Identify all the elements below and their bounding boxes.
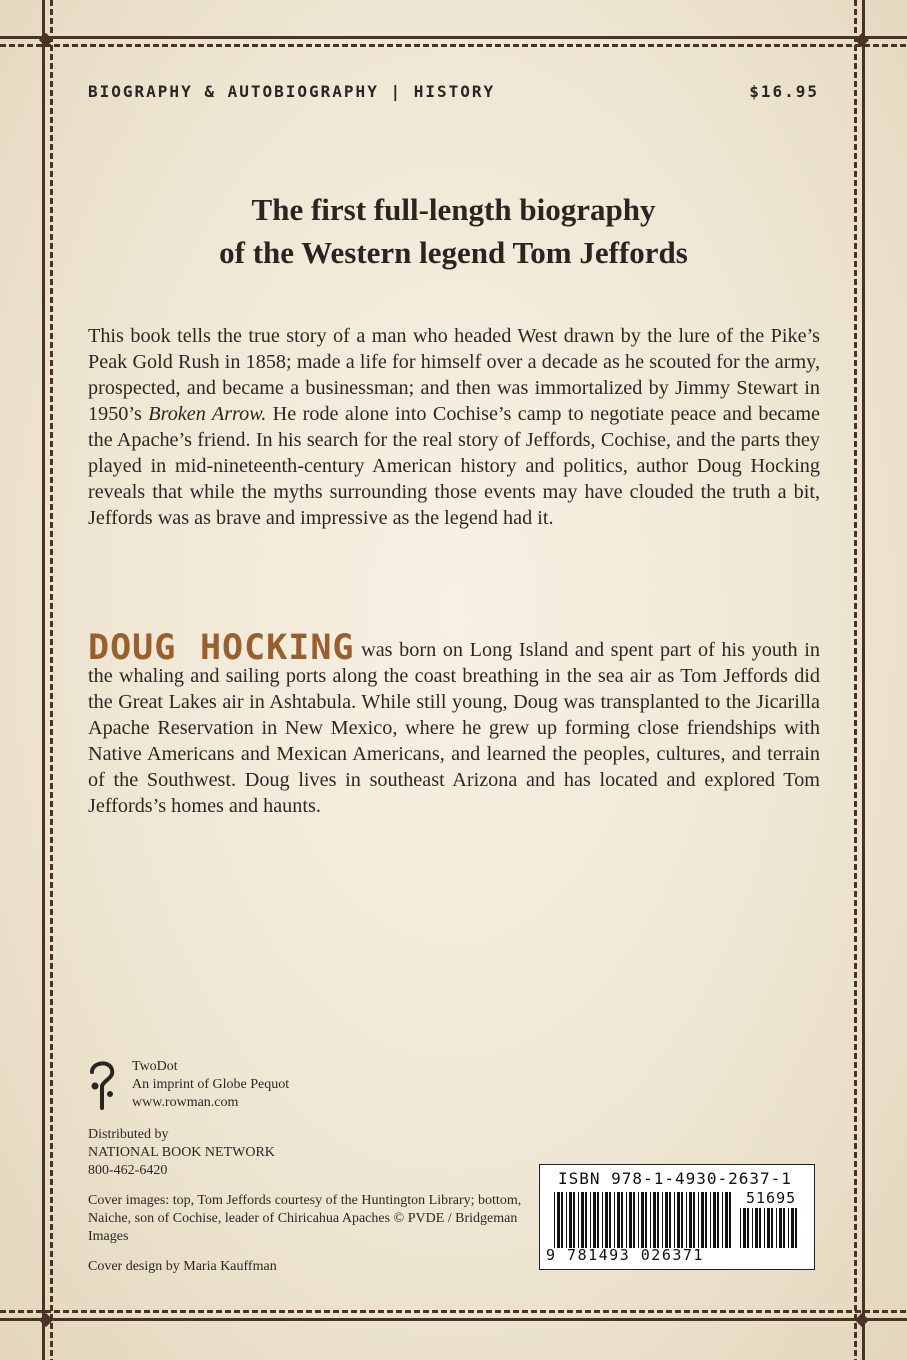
barcode-bar bbox=[764, 1208, 765, 1248]
barcode-bar bbox=[776, 1208, 777, 1248]
distributor-phone: 800-462-6420 bbox=[88, 1163, 168, 1178]
category-label: BIOGRAPHY & AUTOBIOGRAPHY | HISTORY bbox=[88, 82, 496, 101]
barcode-bar bbox=[645, 1192, 647, 1248]
barcode-bar bbox=[638, 1192, 639, 1248]
frame-right-dashes bbox=[854, 0, 857, 1360]
cover-design-credit: Cover design by Maria Kauffman bbox=[88, 1259, 277, 1274]
barcode-bar bbox=[633, 1192, 635, 1248]
barcode-bar bbox=[561, 1192, 563, 1248]
frame-top-dashes bbox=[0, 44, 907, 47]
frame-left-line bbox=[42, 0, 45, 1360]
barcode-bar bbox=[767, 1208, 770, 1248]
barcode-bar bbox=[578, 1192, 579, 1248]
barcode-bar bbox=[705, 1192, 707, 1248]
barcode-bar bbox=[605, 1192, 608, 1248]
frame-top-line bbox=[0, 36, 907, 39]
distributor-name: NATIONAL BOOK NETWORK bbox=[88, 1145, 275, 1160]
ean-digits: 9 781493 026371 bbox=[546, 1246, 704, 1264]
barcode-bar bbox=[795, 1208, 797, 1248]
barcode-bar bbox=[681, 1192, 683, 1248]
barcode-bar bbox=[729, 1192, 731, 1248]
description-part-2: He rode alone into Cochise’s camp to negotiate peace and became the Apache’s friend. In his search for the real story of Jeffords, Cochise, and the parts they played in mid-nineteenth-century American history and politics, author Doug Hocking reveals that while the myths surrounding those events may have clouded the truth a bit, Jeffords was as brave and impressive as the legend had it. bbox=[88, 403, 820, 529]
headline-line-2: of the Western legend Tom Jeffords bbox=[219, 235, 688, 270]
author-bio-text: was born on Long Island and spent part of his youth in the whaling and sailing ports along the coast breathing in the sea air as Tom Jeffords did the Great Lakes air in Ashtabula. While still young, Doug was transplanted to the Jicarilla Apache Reservation in New Mexico, where he grew up forming close friendships with Native Americans and Mexican Americans, and learned the peoples, cultures, and terrain of the Southwest. Doug lives in southeast Arizona and has located and explored Tom Jeffords’s homes and haunts. bbox=[88, 639, 820, 817]
barcode-bar bbox=[554, 1192, 555, 1248]
barcode-bar bbox=[743, 1208, 746, 1248]
barcode-bar bbox=[686, 1192, 687, 1248]
barcode-bar bbox=[725, 1192, 728, 1248]
twodot-logo-icon bbox=[88, 1058, 118, 1112]
barcode-bar bbox=[752, 1208, 753, 1248]
barcode-bar bbox=[593, 1192, 596, 1248]
barcode-bar bbox=[641, 1192, 644, 1248]
frame-left-dashes bbox=[50, 0, 53, 1360]
imprint-parent: An imprint of Globe Pequot bbox=[132, 1077, 290, 1092]
barcode-bar bbox=[621, 1192, 623, 1248]
barcode-bar bbox=[626, 1192, 627, 1248]
barcode-bar bbox=[755, 1208, 758, 1248]
barcode-bar bbox=[674, 1192, 675, 1248]
ean-barcode-bars bbox=[554, 1192, 734, 1248]
cover-image-credits: Cover images: top, Tom Jeffords courtesy of the Huntington Library; bottom, Naiche, son of Cochise, leader of Chiricahua Apaches © PVDE / Bridgeman Images bbox=[88, 1193, 522, 1244]
barcode-bar bbox=[788, 1208, 789, 1248]
distribution-block bbox=[88, 1126, 275, 1180]
distribution-label: Distributed by bbox=[88, 1127, 169, 1142]
barcode-bar bbox=[602, 1192, 603, 1248]
barcode-bar bbox=[617, 1192, 620, 1248]
price-addon-digits: 51695 bbox=[746, 1189, 797, 1207]
barcode-bar bbox=[713, 1192, 716, 1248]
barcode-bar bbox=[653, 1192, 656, 1248]
barcode-bar bbox=[585, 1192, 587, 1248]
barcode-bar bbox=[783, 1208, 785, 1248]
barcode-bar bbox=[662, 1192, 663, 1248]
book-description bbox=[88, 323, 820, 531]
frame-bottom-dashes bbox=[0, 1310, 907, 1313]
headline bbox=[100, 188, 807, 274]
barcode-bar bbox=[557, 1192, 560, 1248]
barcode-bar bbox=[573, 1192, 575, 1248]
barcode-bar bbox=[581, 1192, 584, 1248]
barcode-bar bbox=[771, 1208, 773, 1248]
barcode-bar bbox=[609, 1192, 611, 1248]
publisher-website: www.rowman.com bbox=[132, 1095, 239, 1110]
barcode-bar bbox=[657, 1192, 659, 1248]
frame-corner-bottom-right bbox=[855, 1313, 869, 1327]
film-title: Broken Arrow. bbox=[148, 403, 267, 425]
barcode-bar bbox=[747, 1208, 749, 1248]
barcode-bar bbox=[650, 1192, 651, 1248]
description-part-1: This book tells the true story of a man who headed West drawn by the lure of the Pike’s Peak Gold Rush in 1858; made a life for himself over a decade as he scouted for the army, prospected, and became a businessman; and then was immortalized by Jimmy Stewart in 1950’s bbox=[88, 325, 820, 425]
barcode-bar bbox=[710, 1192, 711, 1248]
addon-barcode-bars bbox=[740, 1208, 800, 1248]
barcode-bar bbox=[629, 1192, 632, 1248]
isbn-barcode bbox=[539, 1164, 815, 1270]
barcode-bar bbox=[566, 1192, 567, 1248]
author-bio bbox=[88, 628, 820, 819]
barcode-bar bbox=[740, 1208, 741, 1248]
price-label: $16.95 bbox=[749, 82, 819, 101]
barcode-bar bbox=[689, 1192, 692, 1248]
barcode-bar bbox=[701, 1192, 704, 1248]
barcode-bar bbox=[693, 1192, 695, 1248]
barcode-bar bbox=[677, 1192, 680, 1248]
headline-line-1: The first full-length biography bbox=[251, 192, 656, 227]
author-name: DOUG HOCKING bbox=[88, 628, 355, 668]
frame-bottom-line bbox=[0, 1318, 907, 1321]
barcode-bar bbox=[759, 1208, 761, 1248]
barcode-bar bbox=[665, 1192, 668, 1248]
barcode-bar bbox=[590, 1192, 591, 1248]
barcode-bar bbox=[717, 1192, 719, 1248]
barcode-bar bbox=[698, 1192, 699, 1248]
barcode-bar bbox=[614, 1192, 615, 1248]
barcode-bar bbox=[597, 1192, 599, 1248]
frame-right-line bbox=[862, 0, 865, 1360]
imprint-name: TwoDot bbox=[132, 1059, 178, 1074]
barcode-bar bbox=[791, 1208, 794, 1248]
top-category-bar bbox=[88, 82, 819, 108]
barcode-bar bbox=[722, 1192, 723, 1248]
isbn-number: ISBN 978-1-4930-2637-1 bbox=[558, 1169, 792, 1188]
barcode-bar bbox=[569, 1192, 572, 1248]
barcode-bar bbox=[779, 1208, 782, 1248]
barcode-bar bbox=[669, 1192, 671, 1248]
